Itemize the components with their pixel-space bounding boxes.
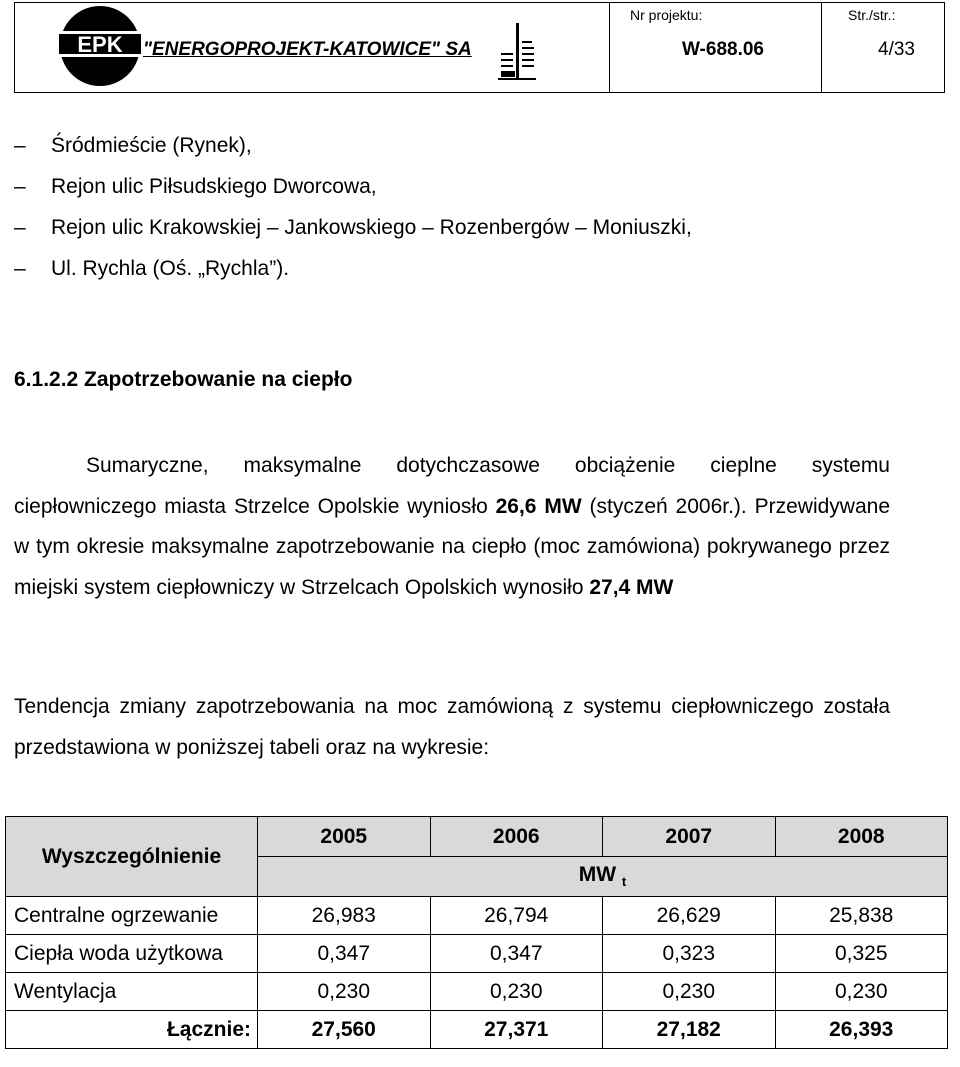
total-row: Łącznie: 27,560 27,371 27,182 26,393 <box>6 1011 948 1049</box>
company-name: "ENERGOPROJEKT-KATOWICE" SA <box>143 39 472 60</box>
table-row: Ciepła woda użytkowa 0,347 0,347 0,323 0,325 <box>6 935 948 973</box>
row-header-cell: Wyszczególnienie <box>6 817 258 897</box>
demand-table <box>5 816 948 1049</box>
project-number: W-688.06 <box>682 39 764 60</box>
table-row: Centralne ogrzewanie 26,983 26,794 26,629 25,838 <box>6 897 948 935</box>
year-header: 2006 <box>430 817 603 857</box>
year-header: 2007 <box>603 817 776 857</box>
svg-text:EPK: EPK <box>77 32 123 57</box>
section-heading: 6.1.2.2 Zapotrzebowanie na ciepło <box>14 368 353 391</box>
year-header: 2008 <box>775 817 948 857</box>
building-icon <box>498 21 538 81</box>
unit-header: MW $_t$ <box>258 857 948 897</box>
table-row: Wentylacja 0,230 0,230 0,230 0,230 <box>6 973 948 1011</box>
demand-paragraph: Sumaryczne, maksymalne dotychczasowe obciążenie cieplne systemu ciepłowniczego miasta Strzelce Opolskie wyniosło 26,6 MW (styczeń 2006r.). Przewidywane w tym okresie maksymalne zapotrzebowanie na ciepło (moc zamówiona) pokrywanego przez miejski system ciepłowniczy w Strzelcach Opolskich wynosiło 27,4 MW <box>14 454 890 599</box>
year-header: 2005 <box>258 817 431 857</box>
epk-logo <box>59 5 141 87</box>
page-number: 4/33 <box>878 39 915 60</box>
trend-paragraph: Tendencja zmiany zapotrzebowania na moc zamówioną z systemu ciepłowniczego została przedstawiona w poniższej tabeli oraz na wykresie: <box>14 695 890 759</box>
project-number-label: Nr projektu: <box>630 7 703 23</box>
document-header <box>14 2 945 93</box>
page-label: Str./str.: <box>848 7 896 23</box>
